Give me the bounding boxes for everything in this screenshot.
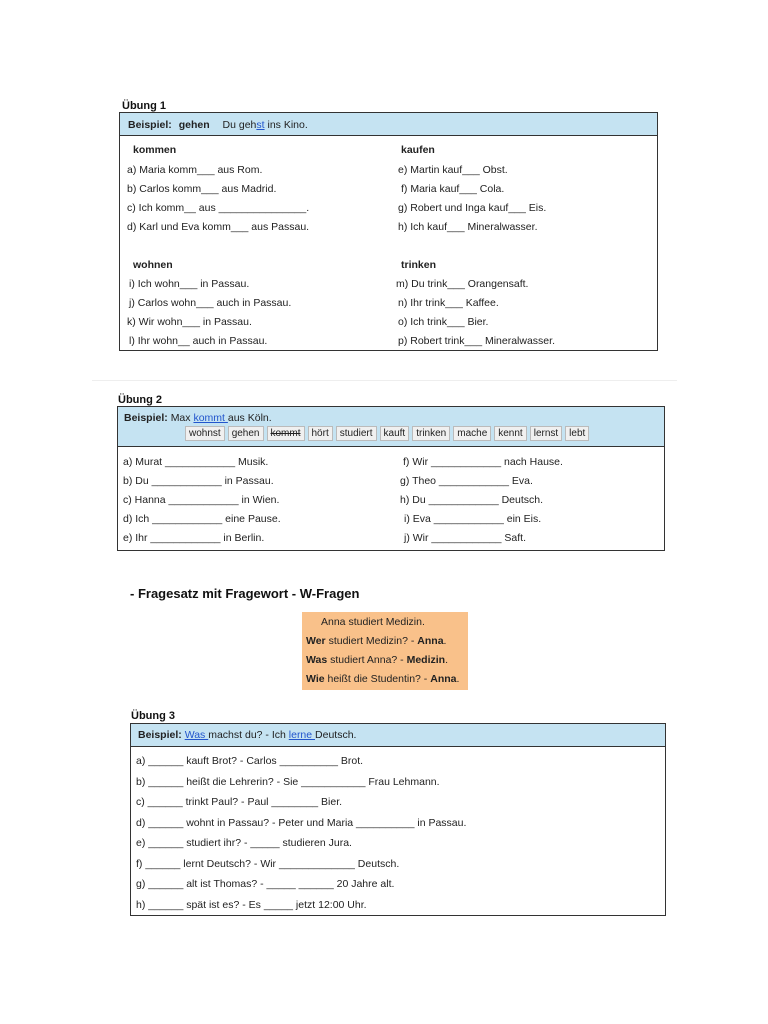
group-heading: kaufen (401, 144, 435, 156)
w-questions-box (302, 612, 468, 690)
exercise-item: a) ______ kauft Brot? - Carlos __________ Brot. (136, 755, 364, 767)
group-heading: wohnen (133, 259, 173, 271)
exercise-item: c) Ich komm__ aus _______________. (127, 202, 310, 214)
exercise-item: h) Du ____________ Deutsch. (400, 494, 544, 506)
exercise-item: p) Robert trink___ Mineralwasser. (398, 335, 555, 347)
group-heading: trinken (401, 259, 437, 271)
exercise-item: l) Ihr wohn__ auch in Passau. (129, 335, 268, 347)
exercise-1-title: Übung 1 (122, 100, 166, 112)
exercise-2-box (117, 406, 665, 551)
word-bank-item: lebt (565, 426, 589, 441)
word-bank-item: kommt (267, 426, 305, 441)
exercise-item: g) Theo ____________ Eva. (400, 475, 533, 487)
exercise-item: d) Ich ____________ eine Pause. (123, 513, 281, 525)
exercise-item: c) Hanna ____________ in Wien. (123, 494, 280, 506)
exercise-item: a) Murat ____________ Musik. (123, 456, 269, 468)
exercise-2-title: Übung 2 (118, 394, 162, 406)
exercise-item: j) Carlos wohn___ auch in Passau. (129, 297, 292, 309)
exercise-item: c) ______ trinkt Paul? - Paul ________ Bier. (136, 796, 343, 808)
exercise-2-example: Beispiel: Max kommt aus Köln. wohnst gehen kommt hört studiert kauft trinken mache kennt lernst lebt (118, 407, 664, 447)
word-bank-item: trinken (412, 426, 450, 441)
exercise-item: f) Maria kauf___ Cola. (401, 183, 505, 195)
exercise-item: d) Karl und Eva komm___ aus Passau. (127, 221, 310, 233)
word-bank-item: kennt (494, 426, 526, 441)
exercise-item: e) Martin kauf___ Obst. (398, 164, 508, 176)
section-heading: - Fragesatz mit Fragewort - W-Fragen (130, 586, 360, 601)
exercise-item: e) ______ studiert ihr? - _____ studieren Jura. (136, 837, 352, 849)
exercise-item: k) Wir wohn___ in Passau. (127, 316, 252, 328)
example-sentence: Anna studiert Medizin. (321, 616, 425, 628)
exercise-item: g) Robert und Inga kauf___ Eis. (398, 202, 547, 214)
exercise-item: i) Ich wohn___ in Passau. (129, 278, 250, 290)
exercise-item: m) Du trink___ Orangensaft. (396, 278, 529, 290)
exercise-item: o) Ich trink___ Bier. (398, 316, 489, 328)
word-bank-item: wohnst (185, 426, 225, 441)
exercise-item: d) ______ wohnt in Passau? - Peter und Maria __________ in Passau. (136, 817, 467, 829)
w-question: Wer studiert Medizin? - Anna. (306, 635, 447, 647)
w-question: Was studiert Anna? - Medizin. (306, 654, 449, 666)
exercise-item: g) ______ alt ist Thomas? - _____ ______ 20 Jahre alt. (136, 878, 395, 890)
exercise-item: h) ______ spät ist es? - Es _____ jetzt 12:00 Uhr. (136, 899, 367, 911)
exercise-item: j) Wir ____________ Saft. (404, 532, 526, 544)
exercise-item: h) Ich kauf___ Mineralwasser. (398, 221, 538, 233)
word-bank-item: kauft (380, 426, 410, 441)
exercise-item: b) Du ____________ in Passau. (123, 475, 274, 487)
exercise-1-box (119, 112, 658, 351)
exercise-item: n) Ihr trink___ Kaffee. (398, 297, 499, 309)
exercise-1-example: Beispiel: gehen Du gehst ins Kino. (120, 113, 657, 136)
exercise-item: b) ______ heißt die Lehrerin? - Sie ___________ Frau Lehmann. (136, 776, 440, 788)
word-bank-item: mache (453, 426, 491, 441)
exercise-item: e) Ihr ____________ in Berlin. (123, 532, 265, 544)
word-bank-item: studiert (336, 426, 377, 441)
exercise-3-title: Übung 3 (131, 710, 175, 722)
exercise-3-box (130, 723, 666, 916)
word-bank-item: lernst (530, 426, 562, 441)
exercise-item: i) Eva ____________ ein Eis. (404, 513, 542, 525)
group-heading: kommen (133, 144, 177, 156)
w-question: Wie heißt die Studentin? - Anna. (306, 673, 460, 685)
word-bank (185, 426, 658, 441)
section-divider (92, 380, 677, 381)
word-bank-item: gehen (228, 426, 264, 441)
exercise-item: f) Wir ____________ nach Hause. (403, 456, 563, 468)
exercise-item: f) ______ lernt Deutsch? - Wir _____________ Deutsch. (136, 858, 400, 870)
exercise-item: a) Maria komm___ aus Rom. (127, 164, 263, 176)
exercise-3-example: Beispiel: Was machst du? - Ich lerne Deutsch. (131, 724, 665, 747)
exercise-item: b) Carlos komm___ aus Madrid. (127, 183, 277, 195)
word-bank-item: hört (308, 426, 333, 441)
